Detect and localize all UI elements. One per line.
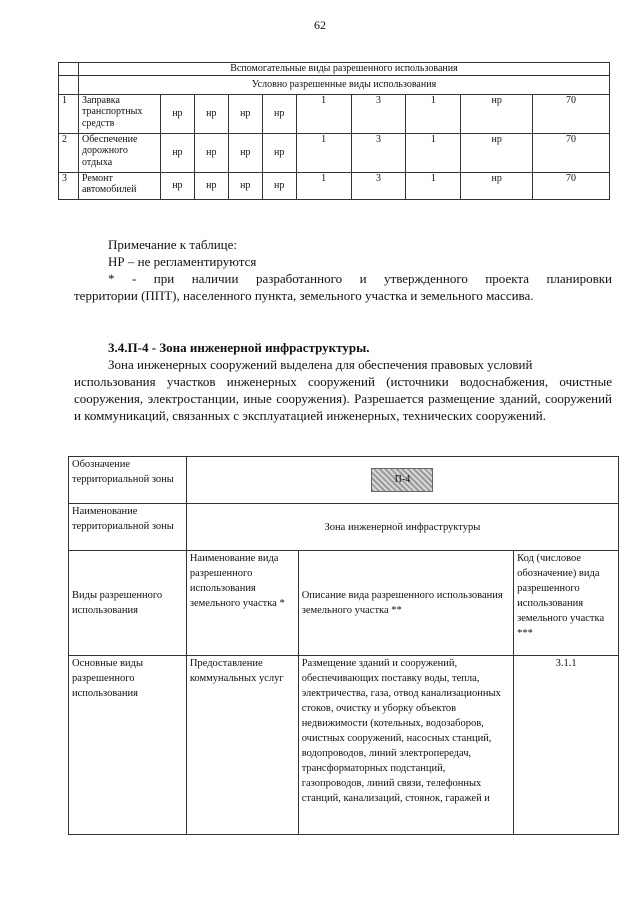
zone-name-value: Зона инженерной инфраструктуры [186,504,618,551]
table-cell: 1 [406,94,461,133]
table-cell: нр [194,133,228,172]
table-cell: нр [194,172,228,199]
table-cell: нр [461,94,533,133]
notes-line-asterisk-cont: территории (ППТ), населенного пункта, земельного участка и земельного массива. [74,288,534,303]
table-cell: 1 [296,133,351,172]
table-cell: нр [461,172,533,199]
section-paragraph: использования участков инженерных сооружений (источники водоснабжения, очистные сооружения, электростанции, иные сооружения). Разрешается размещение зданий, сооружений и коммуникаций, связанных с эксплуатацией инженерных, технических сооружений. [74,374,612,423]
use-name: Предоставление коммунальных услуг [186,656,298,835]
page-number: 62 [314,18,326,32]
table-cell: 1 [296,94,351,133]
table-notes [74,236,612,304]
notes-title: Примечание к таблице: [108,237,238,252]
conditional-uses-header: Условно разрешенные виды использования [78,75,609,94]
row-number: 3 [59,172,79,199]
table-header-row [59,63,610,76]
permitted-use-table [58,62,610,200]
table-row [69,504,619,551]
notes-line-nr: НР – не регламентируются [108,254,257,269]
notes-line-asterisk: * - при наличии разработанного и утвержденного проекта планировки [108,271,612,286]
table-row [69,656,619,835]
section-heading: 3.4.П-4 - Зона инженерной инфраструктуры. [108,340,370,355]
zone-regulation-table [68,456,619,835]
section-paragraph-first: Зона инженерных сооружений выделена для обеспечения правовых условий [108,357,533,372]
table-cell: 70 [533,172,610,199]
table-cell: нр [160,133,194,172]
use-description: Размещение зданий и сооружений, обеспечивающих поставку воды, тепла, электричества, газа, отвод канализационных стоков, очистку и уборку объектов недвижимости (котельных, водозаборов, очистных сооружений, насосных станций, водопроводов, линий электропередач, трансформаторных подстанций, газопроводов, линий связи, телефонных станций, канализаций, стоянок, гаражей и [298,656,513,835]
table-cell: нр [194,94,228,133]
table-cell: нр [262,133,296,172]
col-header-description: Описание вида разрешенного использования земельного участка ** [298,551,513,656]
use-kind: Основные виды разрешенного использования [69,656,187,835]
table-cell: нр [160,94,194,133]
table-cell: 1 [296,172,351,199]
table-header-row [59,75,610,94]
table-cell: нр [228,172,262,199]
auxiliary-uses-header: Вспомогательные виды разрешенного использования [78,63,609,76]
table-row [69,457,619,504]
col-header-kinds: Виды разрешенного использования [69,551,187,656]
table-cell: 3 [351,94,406,133]
zone-section [74,339,612,424]
table-row [59,172,610,199]
table-cell: нр [228,94,262,133]
table-cell: нр [160,172,194,199]
table-cell: нр [262,94,296,133]
use-name: Заправка транспортных средств [78,94,160,133]
use-code: 3.1.1 [514,656,619,835]
table-row [59,133,610,172]
table-row [59,94,610,133]
zone-label: Обозначение территориальной зоны [69,457,187,504]
table-cell: 70 [533,94,610,133]
row-number: 2 [59,133,79,172]
table-cell: 70 [533,133,610,172]
row-number: 1 [59,94,79,133]
table-cell: нр [262,172,296,199]
table-cell: нр [461,133,533,172]
zone-name-label: Наименование территориальной зоны [69,504,187,551]
table-cell: 3 [351,172,406,199]
table-cell: 1 [406,133,461,172]
table-cell: 1 [406,172,461,199]
zone-code-badge: П-4 [371,468,433,492]
use-name: Обеспечение дорожного отдыха [78,133,160,172]
use-name: Ремонт автомобилей [78,172,160,199]
col-header-name: Наименование вида разрешенного использования земельного участка * [186,551,298,656]
col-header-code: Код (числовое обозначение) вида разрешенного использования земельного участка *** [514,551,619,656]
table-cell: нр [228,133,262,172]
table-cell: 3 [351,133,406,172]
zone-code-cell [186,457,618,504]
table-header-row [69,551,619,656]
